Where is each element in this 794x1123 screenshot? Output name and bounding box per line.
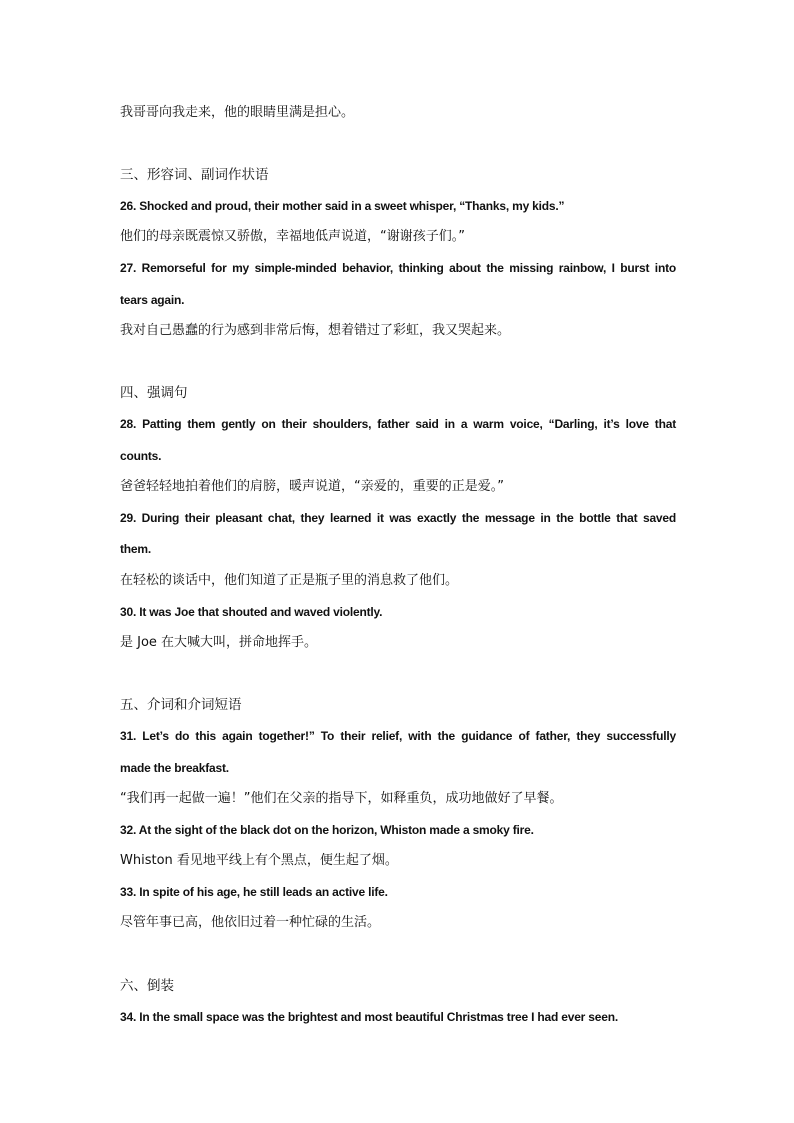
translation-line: 我对自己愚蠢的行为感到非常后悔，想着错过了彩虹，我又哭起来。 [120, 323, 511, 338]
example-sentence: 34. In the small space was the brightest and most beautiful Christmas tree I had ever seen. [120, 1010, 618, 1024]
example-sentence: 31. Let’s do this again together!” To their relief, with the guidance of father, they successfully [120, 729, 676, 743]
example-sentence: 30. It was Joe that shouted and waved violently. [120, 605, 383, 619]
translation-line: 我哥哥向我走来，他的眼睛里满是担心。 [120, 105, 355, 120]
section-heading: 四、强调句 [120, 385, 188, 401]
section-heading: 五、介词和介词短语 [120, 697, 242, 713]
translation-line: “我们再一起做一遍！”他们在父亲的指导下，如释重负，成功地做好了早餐。 [120, 791, 563, 806]
example-sentence-continuation: tears again. [120, 293, 185, 307]
example-sentence: 33. In spite of his age, he still leads an active life. [120, 885, 388, 899]
translation-line: 在轻松的谈话中，他们知道了正是瓶子里的消息救了他们。 [120, 573, 459, 588]
translation-line: 他们的母亲既震惊又骄傲，幸福地低声说道，“谢谢孩子们。” [120, 229, 465, 244]
example-sentence: 29. During their pleasant chat, they learned it was exactly the message in the bottle that saved [120, 511, 676, 525]
example-sentence-continuation: made the breakfast. [120, 761, 229, 775]
translation-line: 尽管年事已高，他依旧过着一种忙碌的生活。 [120, 915, 381, 930]
section-heading: 三、形容词、副词作状语 [120, 167, 269, 183]
section-heading: 六、倒装 [120, 978, 174, 994]
example-sentence: 27. Remorseful for my simple-minded behavior, thinking about the missing rainbow, I burst into [120, 261, 676, 275]
translation-line: 是 Joe 在大喊大叫，拼命地挥手。 [120, 635, 318, 650]
example-sentence: 32. At the sight of the black dot on the horizon, Whiston made a smoky fire. [120, 823, 534, 837]
example-sentence: 26. Shocked and proud, their mother said in a sweet whisper, “Thanks, my kids.” [120, 199, 565, 213]
translation-line: 爸爸轻轻地拍着他们的肩膀，暖声说道，“亲爱的，重要的正是爱。” [120, 479, 504, 494]
translation-line: Whiston 看见地平线上有个黑点，便生起了烟。 [120, 853, 398, 868]
example-sentence-continuation: them. [120, 542, 152, 556]
example-sentence: 28. Patting them gently on their shoulders, father said in a warm voice, “Darling, it’s love that [120, 417, 676, 431]
example-sentence-continuation: counts. [120, 449, 162, 463]
